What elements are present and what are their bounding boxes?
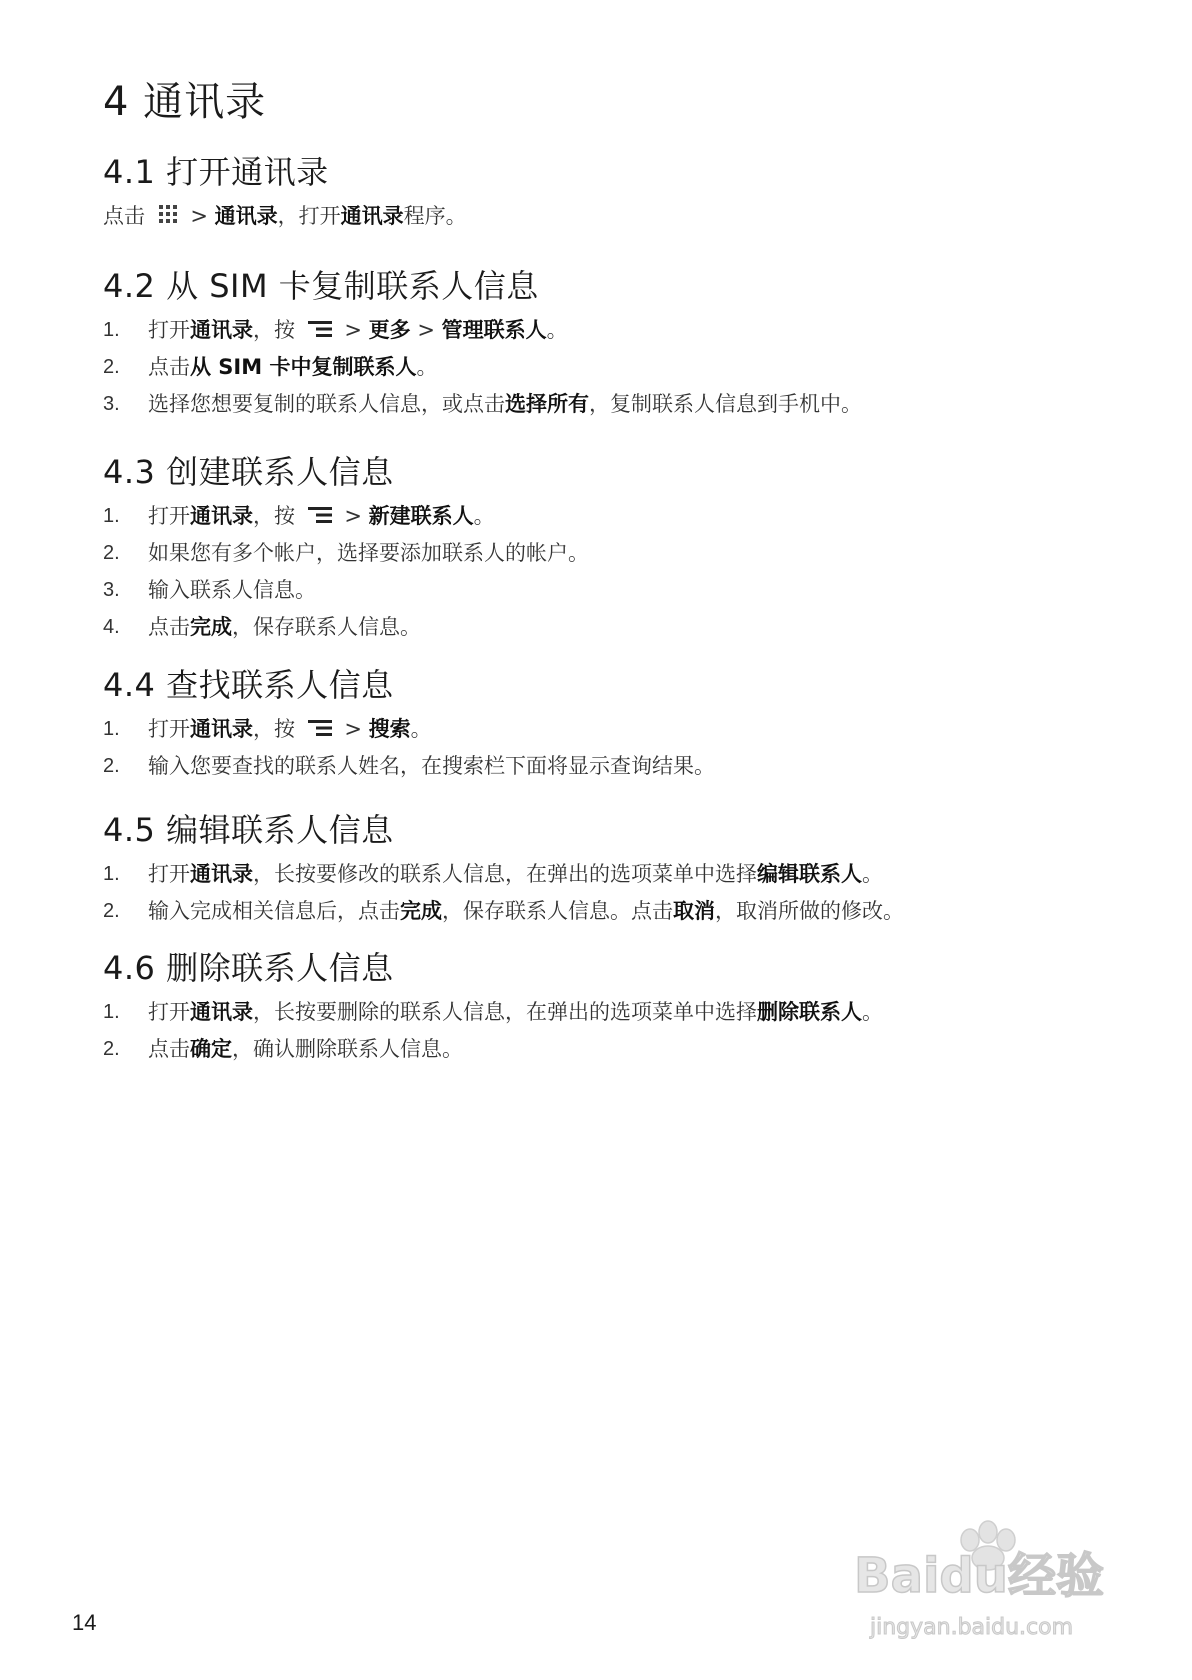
list-item: 1. 打开通讯录，长按要修改的联系人信息，在弹出的选项菜单中选择编辑联系人。 — [103, 862, 883, 886]
section-4-1 — [103, 152, 1103, 231]
list-item: 3. 选择您想要复制的联系人信息，或点击选择所有，复制联系人信息到手机中。 — [103, 392, 862, 416]
steps-list — [103, 316, 1103, 427]
list-item: 2. 输入完成相关信息后，点击完成，保存联系人信息。点击取消，取消所做的修改。 — [103, 899, 904, 923]
list-item: 4. 点击完成，保存联系人信息。 — [103, 615, 421, 639]
list-item: 2. 如果您有多个帐户，选择要添加联系人的帐户。 — [103, 541, 589, 565]
list-item: 1. 打开通讯录，长按要删除的联系人信息，在弹出的选项菜单中选择删除联系人。 — [103, 1000, 883, 1024]
section-4-3 — [103, 452, 1103, 650]
menu-icon — [308, 716, 332, 744]
menu-icon — [308, 503, 332, 531]
menu-icon — [308, 317, 332, 345]
steps-list — [103, 860, 1103, 934]
page-number: 14 — [72, 1610, 97, 1635]
list-item: 1. 打开通讯录，按 > 更多 > 管理联系人。 — [103, 316, 1103, 353]
baidu-watermark-logo — [850, 1510, 1170, 1650]
section-heading: 4.2 从 SIM 卡复制联系人信息 — [103, 267, 539, 305]
list-item: 3. 输入联系人信息。 — [103, 578, 316, 602]
section-4-4 — [103, 665, 1103, 789]
list-item: 1. 打开通讯录，按 > 新建联系人。 — [103, 502, 1103, 539]
chapter-title: 4 通讯录 — [103, 79, 267, 125]
section-heading: 4.4 查找联系人信息 — [103, 666, 394, 704]
section-heading: 4.5 编辑联系人信息 — [103, 811, 394, 849]
section-4-2 — [103, 266, 1103, 427]
list-item: 1. 打开通讯录，按 > 搜索。 — [103, 715, 1103, 752]
section-heading: 4.1 打开通讯录 — [103, 153, 329, 191]
section-paragraph: 点击 > 通讯录，打开通讯录程序。 — [103, 202, 1103, 231]
section-4-6 — [103, 948, 1103, 1072]
list-item: 2. 点击确定，确认删除联系人信息。 — [103, 1037, 463, 1061]
apps-grid-icon — [158, 203, 178, 231]
section-heading: 4.3 创建联系人信息 — [103, 453, 394, 491]
list-item: 2. 输入您要查找的联系人姓名，在搜索栏下面将显示查询结果。 — [103, 754, 715, 778]
list-item: 2. 点击从 SIM 卡中复制联系人。 — [103, 355, 438, 379]
watermark-url: jingyan.baidu.com — [870, 1615, 1074, 1640]
section-heading: 4.6 删除联系人信息 — [103, 949, 394, 987]
watermark-brand: Baidu经验 — [854, 1548, 1104, 1604]
steps-list — [103, 715, 1103, 789]
steps-list — [103, 502, 1103, 650]
steps-list — [103, 998, 1103, 1072]
section-4-5 — [103, 810, 1103, 934]
